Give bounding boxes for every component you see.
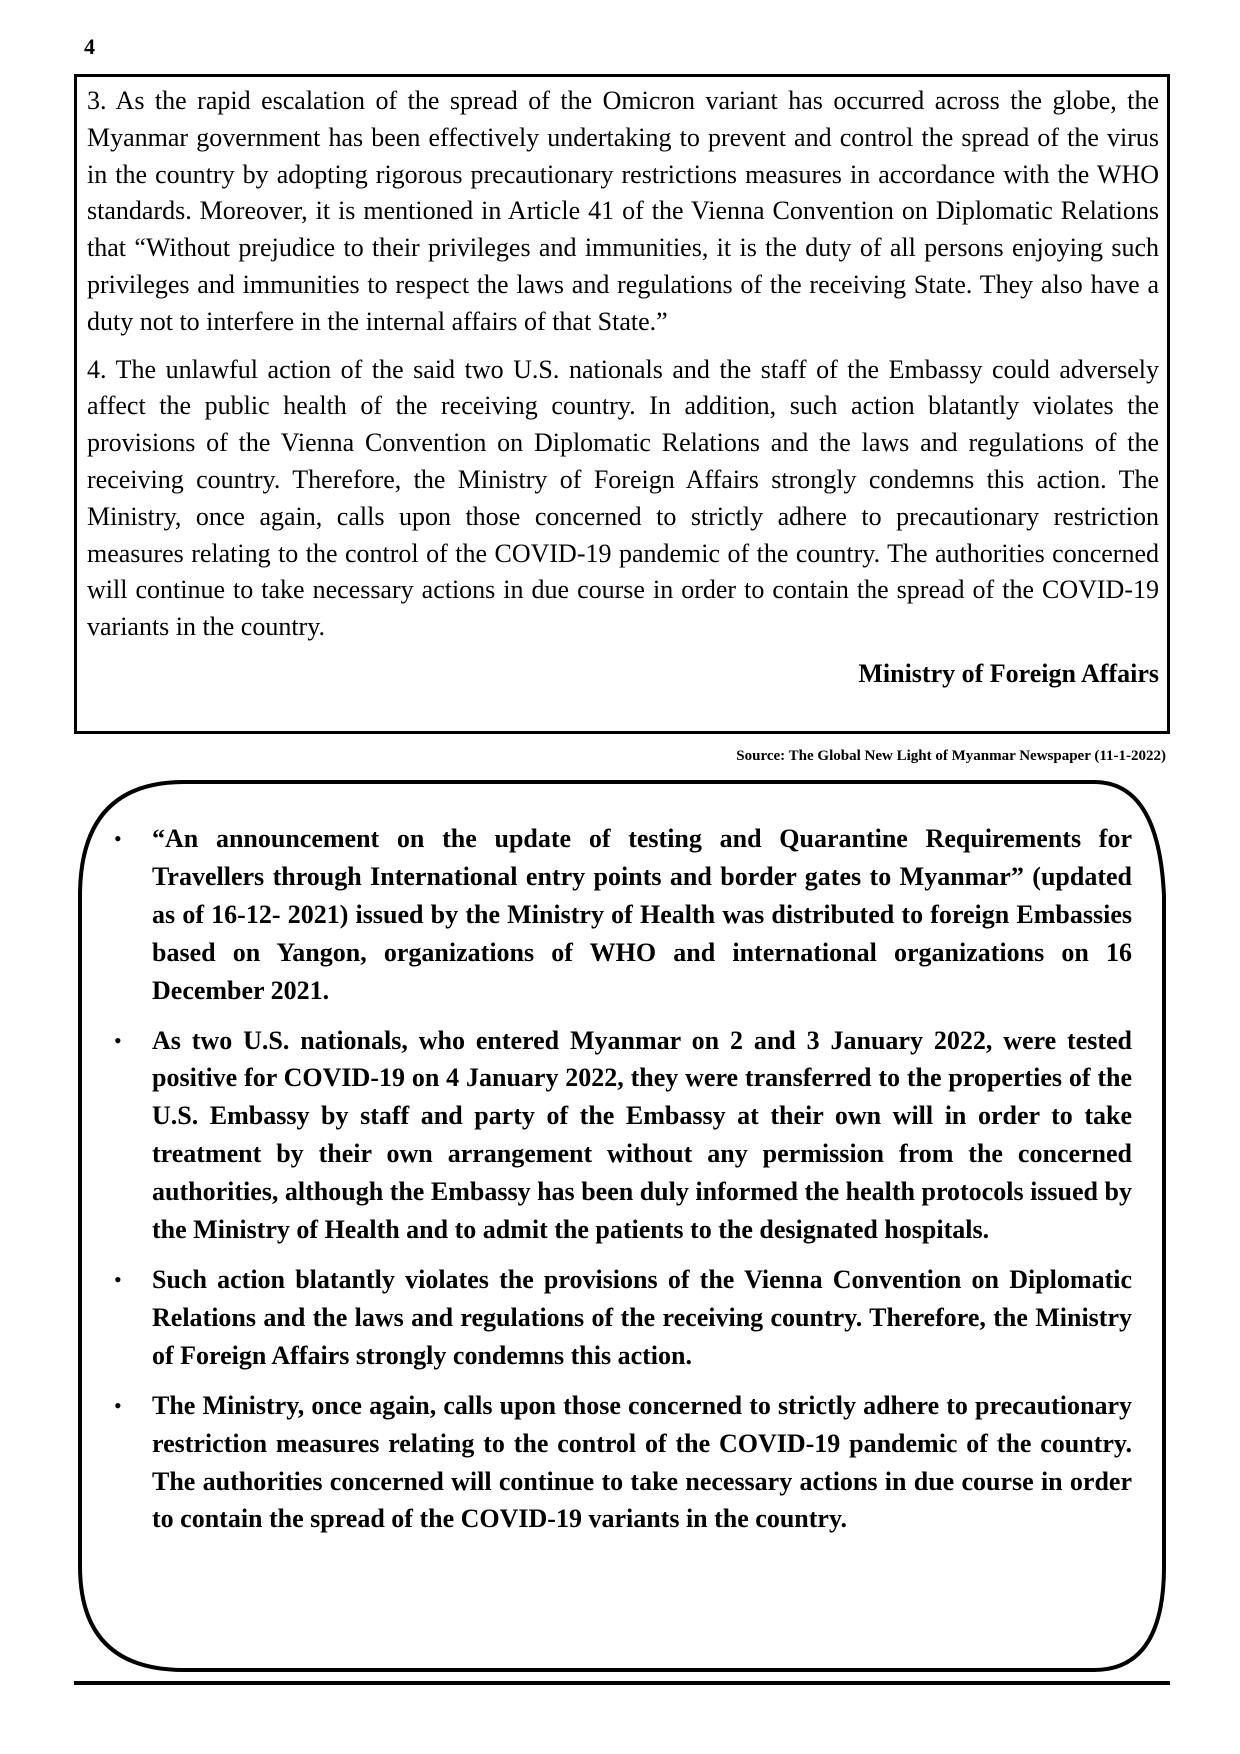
signature: Ministry of Foreign Affairs bbox=[858, 658, 1159, 688]
bottom-rule bbox=[74, 1681, 1170, 1685]
article-box bbox=[74, 74, 1170, 734]
summary-item-4 bbox=[110, 1387, 1132, 1539]
page-number: 4 bbox=[84, 34, 95, 59]
bullet-icon: • bbox=[114, 1027, 122, 1053]
summary-item-text: As two U.S. nationals, who entered Myanmar on 2 and 3 January 2022, were tested positive for COVID-19 on 4 January 2022, they were transferred to the properties of the U.S. Embassy by staff and party of the Embassy at their own will in order to take treatment by their own arrangement without any permission from the concerned authorities, although the Embassy has been duly informed the health protocols issued by the Ministry of Health and to admit the patients to the designated hospitals. bbox=[152, 1025, 1132, 1245]
bullet-icon: • bbox=[114, 826, 122, 851]
summary-list bbox=[110, 820, 1132, 1550]
bullet-icon: • bbox=[114, 1266, 122, 1292]
article-paragraph-3: 3. As the rapid escalation of the spread of the Omicron variant has occurred across the globe, the Myanmar government has been effectively undertaking to prevent and control the spread of the virus in the country by adopting rigorous precautionary restrictions measures in accordance with the WHO standards. Moreover, it is mentioned in Article 41 of the Vienna Convention on Diplomatic Relations that “Without prejudice to their privileges and immunities, it is the duty of all persons enjoying such privileges and immunities to respect the laws and regulations of the receiving State. They also have a duty not to interfere in the internal affairs of that State.” bbox=[87, 86, 1159, 336]
summary-item-text: The Ministry, once again, calls upon those concerned to strictly adhere to precautionary restriction measures relating to the control of the COVID-19 pandemic of the country. The authorities concerned will continue to take necessary actions in due course in order to contain the spread of the COVID-19 variants in the country. bbox=[152, 1390, 1132, 1534]
source-citation: Source: The Global New Light of Myanmar Newspaper (11-1-2022) bbox=[736, 748, 1166, 764]
summary-item-1 bbox=[110, 820, 1132, 1010]
bullet-icon: • bbox=[114, 1392, 122, 1418]
summary-item-text: “An announcement on the update of testing and Quarantine Requirements for Travellers through International entry points and border gates to Myanmar” (updated as of 16-12- 2021) issued by the Ministry of Health was distributed to foreign Embassies based on Yangon, organizations of WHO and international organizations on 16 December 2021. bbox=[152, 824, 1132, 1005]
summary-item-2 bbox=[110, 1022, 1132, 1249]
summary-item-text: Such action blatantly violates the provisions of the Vienna Convention on Diplomatic Relations and the laws and regulations of the receiving country. Therefore, the Ministry of Foreign Affairs strongly condemns this action. bbox=[152, 1264, 1132, 1370]
article-paragraph-4: 4. The unlawful action of the said two U.S. nationals and the staff of the Embassy could adversely affect the public health of the receiving country. In addition, such action blatantly violates the provisions of the Vienna Convention on Diplomatic Relations and the laws and regulations of the receiving country. Therefore, the Ministry of Foreign Affairs strongly condemns this action. The Ministry, once again, calls upon those concerned to strictly adhere to precautionary restriction measures relating to the control of the COVID-19 pandemic of the country. The authorities concerned will continue to take necessary actions in due course in order to contain the spread of the COVID-19 variants in the country. bbox=[87, 354, 1159, 642]
summary-item-3 bbox=[110, 1261, 1132, 1375]
